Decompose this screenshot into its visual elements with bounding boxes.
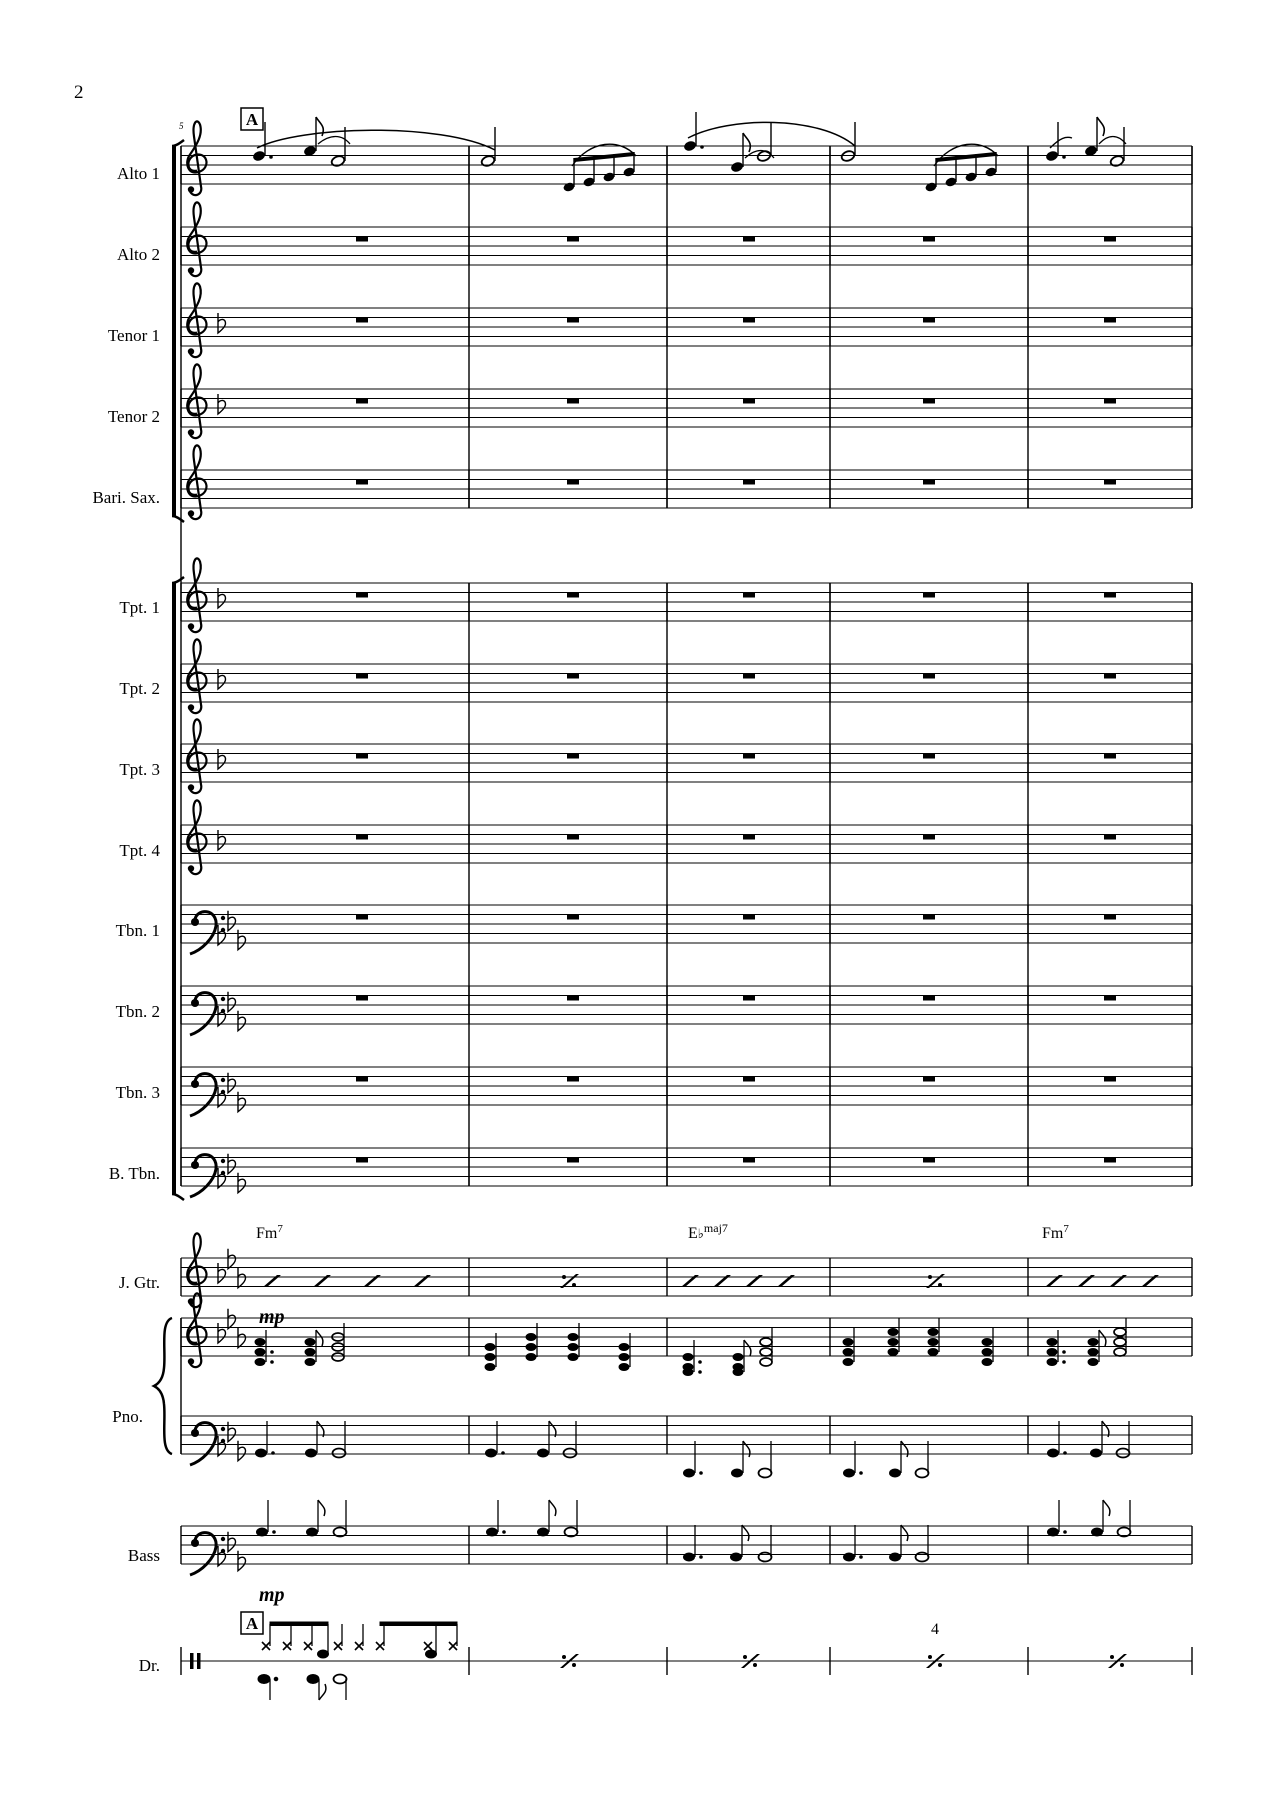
staff-tbn-2 — [181, 986, 1192, 1035]
whole-rest-icon — [356, 480, 368, 485]
staff-label-alto-2: Alto 2 — [117, 245, 160, 264]
flat-icon — [228, 1073, 236, 1093]
whole-rest-icon — [567, 593, 579, 598]
whole-rest-icon — [923, 237, 935, 242]
whole-rest-icon — [923, 915, 935, 920]
chord-symbol-ebmaj7-m7: E♭$^{maj7}$ — [688, 1221, 728, 1242]
whole-rest-icon — [743, 1158, 755, 1163]
staff-label-j-gtr: J. Gtr. — [118, 1273, 160, 1292]
whole-rest-icon — [356, 674, 368, 679]
whole-rest-icon — [923, 754, 935, 759]
staff-tpt-3 — [181, 719, 1192, 793]
whole-rest-icon — [356, 237, 368, 242]
staff-piano-lh — [181, 1416, 1192, 1465]
staff-b-tbn — [181, 1148, 1192, 1197]
whole-rest-icon — [1104, 674, 1116, 679]
whole-rest-icon — [356, 996, 368, 1001]
flat-icon — [218, 1263, 226, 1283]
chord-symbol-fm7-m9: Fm$^7$ — [1042, 1223, 1069, 1242]
measure-number: 5 — [179, 121, 184, 131]
whole-rest-icon — [567, 996, 579, 1001]
flat-icon — [218, 830, 226, 850]
flat-icon — [228, 1422, 236, 1442]
flat-icon — [218, 1436, 226, 1456]
flat-icon — [218, 1006, 226, 1026]
flat-icon — [218, 394, 226, 414]
flat-icon — [238, 1092, 246, 1112]
whole-rest-icon — [1104, 318, 1116, 323]
whole-rest-icon — [356, 1077, 368, 1082]
flat-icon — [218, 1546, 226, 1566]
whole-rest-icon — [567, 674, 579, 679]
flat-icon — [228, 1154, 236, 1174]
piano-dynamic-mp: mp — [259, 1306, 285, 1328]
whole-rest-icon — [923, 674, 935, 679]
flat-icon — [228, 1249, 236, 1269]
whole-rest-icon — [1104, 237, 1116, 242]
staff-label-tpt-1: Tpt. 1 — [119, 598, 160, 617]
alto-1-melody — [252, 112, 1126, 193]
percussion-clef-icon — [190, 1653, 194, 1669]
whole-rest-icon — [356, 399, 368, 404]
whole-rest-icon — [923, 399, 935, 404]
staff-label-dr: Dr. — [138, 1656, 160, 1675]
staff-j-gtr — [181, 1233, 1192, 1307]
whole-rest-icon — [743, 915, 755, 920]
whole-rest-icon — [743, 399, 755, 404]
whole-rest-icon — [1104, 1158, 1116, 1163]
whole-rest-icon — [743, 1077, 755, 1082]
staff-tbn-3 — [181, 1067, 1192, 1116]
flat-icon — [238, 1328, 246, 1348]
staves-layer — [181, 121, 1192, 1675]
whole-rest-icon — [743, 480, 755, 485]
whole-rest-icon — [356, 1158, 368, 1163]
flat-icon — [228, 1532, 236, 1552]
flat-icon — [238, 1268, 246, 1288]
whole-rest-icon — [743, 674, 755, 679]
whole-rest-icon — [356, 593, 368, 598]
whole-rest-icon — [923, 996, 935, 1001]
flat-icon — [218, 669, 226, 689]
flat-icon — [218, 313, 226, 333]
whole-rest-icon — [1104, 593, 1116, 598]
flat-icon — [228, 911, 236, 931]
flat-icon — [218, 925, 226, 945]
drum-repeat-count: 4 — [931, 1621, 939, 1638]
piano-left-hand — [255, 1421, 1130, 1478]
staff-bass — [181, 1526, 1192, 1575]
flat-icon — [218, 1323, 226, 1343]
whole-rest-icon — [567, 754, 579, 759]
flat-icon — [238, 1551, 246, 1571]
whole-rest-icon — [923, 593, 935, 598]
staff-label-bari-sax: Bari. Sax. — [92, 488, 160, 507]
staff-tpt-1 — [181, 558, 1192, 632]
whole-rest-icon — [1104, 835, 1116, 840]
staff-label-b-tbn: B. Tbn. — [108, 1164, 160, 1183]
whole-rest-icon — [356, 318, 368, 323]
whole-rest-icon — [743, 996, 755, 1001]
staff-tpt-2 — [181, 639, 1192, 713]
whole-rest-icon — [1104, 1077, 1116, 1082]
whole-rest-icon — [356, 915, 368, 920]
staff-label-tpt-2: Tpt. 2 — [119, 679, 160, 698]
whole-rest-icon — [743, 318, 755, 323]
whole-rest-icon — [1104, 399, 1116, 404]
staff-tpt-4 — [181, 800, 1192, 874]
drum-rehearsal-mark-A: A — [245, 1614, 259, 1633]
whole-rest-icon — [923, 1158, 935, 1163]
piano-brace — [154, 1318, 172, 1454]
whole-rest-icon — [567, 915, 579, 920]
bass-line — [256, 1500, 1131, 1562]
staff-label-tpt-4: Tpt. 4 — [119, 841, 160, 860]
whole-rest-icon — [567, 237, 579, 242]
whole-rest-icon — [743, 237, 755, 242]
staff-label-alto-1: Alto 1 — [117, 164, 160, 183]
flat-icon — [238, 1441, 246, 1461]
whole-rest-icon — [923, 835, 935, 840]
whole-rest-icon — [567, 480, 579, 485]
whole-rest-icon — [1104, 754, 1116, 759]
page-number: 2 — [74, 82, 84, 103]
staff-label-pno: Pno. — [112, 1407, 143, 1426]
flat-icon — [238, 1173, 246, 1193]
staff-label-bass: Bass — [127, 1546, 160, 1565]
whole-rest-icon — [743, 835, 755, 840]
whole-rest-icon — [567, 399, 579, 404]
whole-rest-icon — [743, 754, 755, 759]
whole-rest-icon — [923, 1077, 935, 1082]
chord-symbols — [256, 1221, 1069, 1242]
whole-rest-icon — [567, 318, 579, 323]
staff-labels — [92, 164, 160, 1675]
staff-tenor-1 — [181, 283, 1192, 357]
staff-label-tpt-3: Tpt. 3 — [119, 760, 160, 779]
chord-symbol-fm7-m5: Fm$^7$ — [256, 1223, 283, 1242]
staff-label-tbn-3: Tbn. 3 — [115, 1083, 160, 1102]
staff-label-tbn-1: Tbn. 1 — [115, 921, 160, 940]
whole-rest-icon — [356, 754, 368, 759]
whole-rest-icon — [567, 835, 579, 840]
staff-label-tenor-1: Tenor 1 — [107, 326, 160, 345]
whole-rest-icon — [1104, 996, 1116, 1001]
whole-rest-icon — [743, 593, 755, 598]
staff-tenor-2 — [181, 364, 1192, 438]
staff-bari-sax — [181, 445, 1192, 519]
staff-drums — [181, 1647, 1192, 1675]
drums-dynamic-mp: mp — [259, 1584, 285, 1606]
guitar-rhythm-slashes — [263, 1274, 1159, 1288]
flat-icon — [228, 1309, 236, 1329]
flat-icon — [218, 588, 226, 608]
whole-rest-icon — [567, 1077, 579, 1082]
whole-rest-icon — [1104, 480, 1116, 485]
staff-label-tbn-2: Tbn. 2 — [115, 1002, 160, 1021]
staff-alto-2 — [181, 202, 1192, 276]
staff-label-tenor-2: Tenor 2 — [107, 407, 160, 426]
whole-rest-icon — [923, 480, 935, 485]
flat-icon — [228, 992, 236, 1012]
flat-icon — [238, 930, 246, 950]
flat-icon — [218, 749, 226, 769]
flat-icon — [218, 1168, 226, 1188]
rehearsal-mark-A: A — [245, 110, 259, 129]
staff-tbn-1 — [181, 905, 1192, 954]
whole-rest-icon — [567, 1158, 579, 1163]
flat-icon — [238, 1011, 246, 1031]
whole-rest-icon — [923, 318, 935, 323]
whole-rest-icon — [1104, 915, 1116, 920]
flat-icon — [218, 1087, 226, 1107]
whole-rest-icon — [356, 835, 368, 840]
